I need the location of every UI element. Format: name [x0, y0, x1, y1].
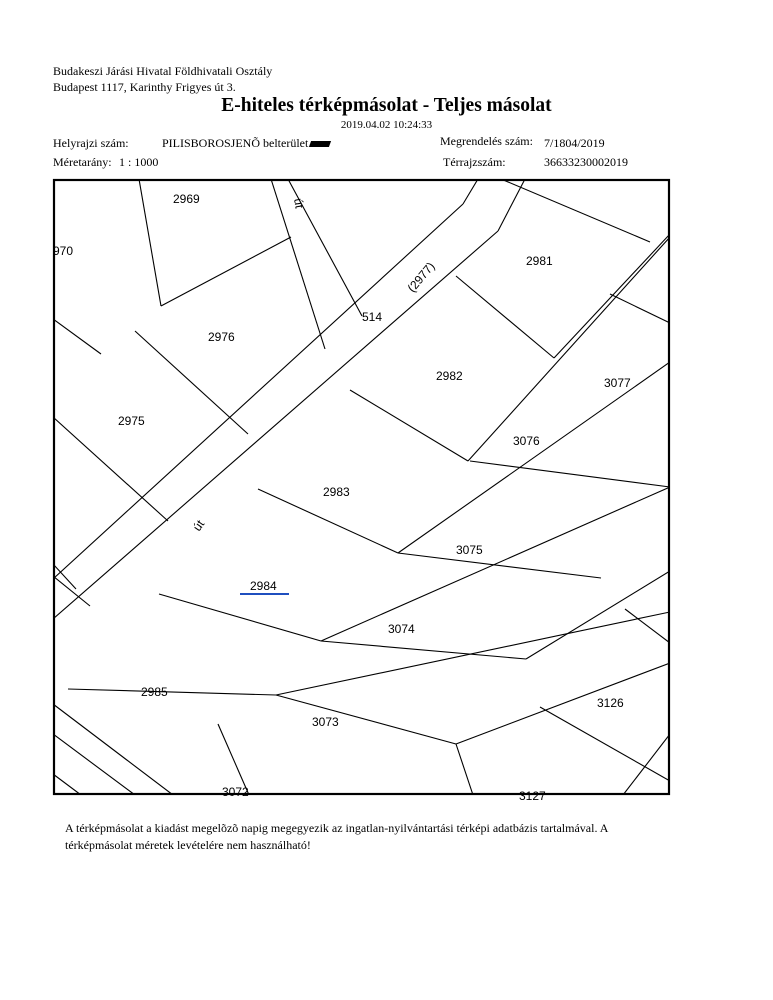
boundary	[540, 707, 670, 781]
boundary	[398, 362, 670, 553]
parcel-label-2975[interactable]: 2975	[118, 414, 145, 428]
timestamp: 2019.04.02 10:24:33	[340, 119, 433, 131]
office-address: Budapest 1117, Karinthy Frigyes út 3.	[53, 80, 236, 94]
map-frame	[54, 180, 669, 794]
boundary	[321, 487, 670, 641]
boundary	[501, 179, 650, 242]
parcel-label-2983[interactable]: 2983	[323, 485, 350, 499]
boundary	[68, 689, 276, 695]
parcel-label-2976[interactable]: 2976	[208, 330, 235, 344]
cadastral-map[interactable]	[53, 179, 670, 803]
boundary	[456, 744, 473, 795]
boundary	[53, 704, 173, 795]
road-parcel-label: (2977)	[404, 259, 438, 295]
boundary-3076	[470, 461, 670, 487]
parcel-label-2981[interactable]: 2981	[526, 254, 553, 268]
page-title: E-hiteles térképmásolat - Teljes másolat	[221, 95, 552, 116]
order-value: 7/1804/2019	[544, 136, 605, 150]
mapsheet-value: 36633230002019	[544, 155, 628, 169]
disclaimer-notice: A térképmásolat a kiadást megelõzõ napig megegyezik az ingatlan-nyilvántartási térképi adatbázis tartalmával. A térképmásolat méretek levételére nem használható!	[65, 821, 608, 852]
boundary	[623, 734, 670, 795]
boundary	[526, 571, 670, 659]
parcel-label-2985[interactable]: 2985	[141, 685, 168, 699]
parcel-label-2969[interactable]: 2969	[173, 192, 200, 206]
mapsheet-label: Térrajzszám:	[443, 155, 506, 169]
boundary	[350, 390, 468, 461]
boundary	[139, 179, 161, 306]
redaction-mark	[309, 141, 331, 147]
boundary	[159, 594, 321, 641]
boundary	[161, 237, 291, 306]
boundary	[276, 612, 670, 695]
boundary	[610, 294, 670, 323]
parcel-boundaries	[53, 179, 670, 795]
boundary	[53, 417, 168, 521]
boundary	[456, 663, 670, 744]
road-top-right-edge	[498, 179, 525, 231]
parcel-label-3127[interactable]: 3127	[519, 789, 546, 803]
side-road-label: út	[291, 197, 307, 210]
boundary	[276, 695, 456, 744]
boundary	[321, 641, 526, 659]
parcel-label-514[interactable]: 514	[362, 310, 383, 324]
road-edge-upper	[53, 204, 463, 579]
parcel-label-2982[interactable]: 2982	[436, 369, 463, 383]
parcel-label-3126[interactable]: 3126	[597, 696, 624, 710]
parcel-label-3077[interactable]: 3077	[604, 376, 631, 390]
parcel-label-3072[interactable]: 3072	[222, 785, 249, 799]
boundary	[625, 609, 670, 643]
order-label: Megrendelés szám:	[440, 134, 533, 148]
parcel-value: PILISBOROSJENÕ belterület	[162, 136, 309, 150]
boundary	[398, 553, 601, 578]
boundary	[53, 734, 135, 795]
scale-label: Méretarány:	[53, 155, 112, 169]
parcel-label-3074[interactable]: 3074	[388, 622, 415, 636]
office-name: Budakeszi Járási Hivatal Földhivatali Osztály	[53, 64, 273, 78]
scale-value: 1 : 1000	[119, 155, 159, 169]
boundary	[135, 331, 248, 434]
parcel-label-2984[interactable]: 2984	[250, 579, 277, 593]
boundary	[53, 319, 101, 354]
parcel-label-3073[interactable]: 3073	[312, 715, 339, 729]
parcel-label: Helyrajzi szám:	[53, 136, 129, 150]
parcel-value-wrap	[162, 137, 330, 149]
boundary	[53, 774, 81, 795]
boundary	[554, 234, 670, 358]
road-top-left-edge	[463, 179, 478, 204]
parcel-label-3075[interactable]: 3075	[456, 543, 483, 557]
boundary	[468, 237, 670, 461]
boundary	[456, 276, 554, 358]
parcel-label-2970[interactable]: 970	[53, 244, 74, 258]
parcel-label-3076[interactable]: 3076	[513, 434, 540, 448]
road-label: út	[189, 517, 208, 534]
